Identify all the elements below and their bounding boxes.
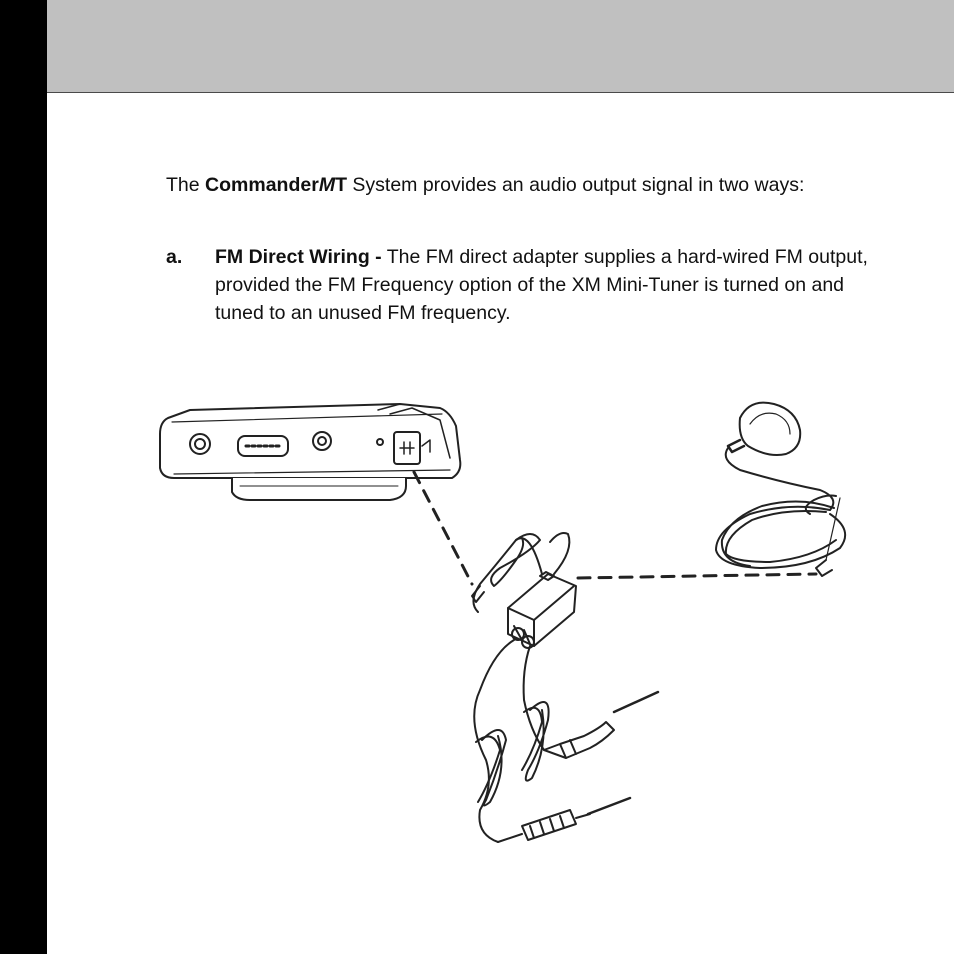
intro-text-before: The <box>166 174 206 196</box>
intro-text-after: System provides an audio output signal in two ways: <box>346 174 805 196</box>
list-item-body: The FM direct adapter supplies a hard-wired FM output, provided the FM Frequency option of the XM Mini-Tuner is turned on and tuned to an unused FM frequency. <box>215 246 868 324</box>
connection-line-antenna <box>578 574 816 578</box>
product-name-suffix: T <box>335 174 347 196</box>
mini-tuner-device <box>160 404 460 500</box>
header-band <box>47 0 954 93</box>
list-item-text <box>215 243 885 327</box>
connection-line-device <box>414 472 472 584</box>
adapter-output-cables <box>474 640 548 842</box>
list-item-title: FM Direct Wiring - <box>215 246 382 268</box>
fm-direct-adapter <box>472 533 576 648</box>
product-name-main: Commander <box>205 174 319 196</box>
left-page-bar <box>0 0 47 954</box>
intro-paragraph <box>166 172 826 199</box>
product-name <box>205 174 347 196</box>
list-marker: a. <box>166 246 183 268</box>
product-name-italic: M <box>318 174 336 196</box>
radio-antenna-plug <box>544 692 658 758</box>
xm-antenna <box>716 403 845 576</box>
fm-direct-wiring-diagram <box>150 390 870 860</box>
antenna-connector <box>498 798 630 842</box>
